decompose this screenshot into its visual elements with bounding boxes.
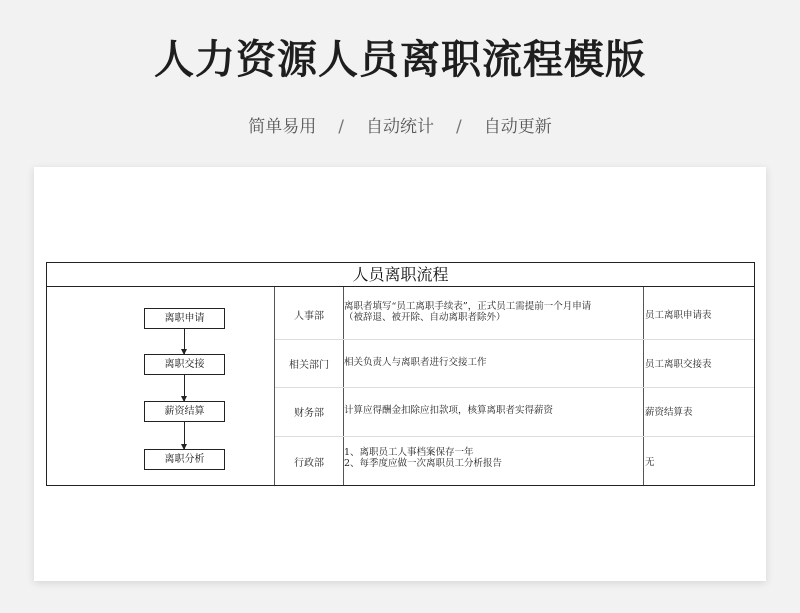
description-line: 离职者填写“员工离职手续表”，正式员工需提前一个月申请 xyxy=(344,301,592,312)
table-title: 人员离职流程 xyxy=(47,263,754,287)
page-title: 人力资源人员离职流程模版 xyxy=(154,37,646,83)
tag-separator: / xyxy=(456,117,462,137)
document-cell: 无 xyxy=(645,457,655,468)
description-cell xyxy=(344,405,642,416)
description-line: 1、离职员工人事档案保存一年 xyxy=(344,447,474,458)
feature-tags xyxy=(0,112,800,137)
department-cell: 行政部 xyxy=(294,458,324,469)
description-line: 2、每季度应做一次离职员工分析报告 xyxy=(344,458,503,469)
row-divider xyxy=(275,436,754,437)
row-divider xyxy=(275,387,754,388)
description-cell xyxy=(344,447,642,469)
document-cell: 员工离职交接表 xyxy=(645,359,712,370)
flow-step-analysis: 离职分析 xyxy=(144,449,225,470)
resignation-process-table xyxy=(46,262,755,486)
tag-auto-update: 自动更新 xyxy=(483,117,552,137)
description-line: 相关负责人与离职者进行交接工作 xyxy=(344,357,487,368)
tag-easy: 简单易用 xyxy=(248,117,317,137)
flow-step-handover: 离职交接 xyxy=(144,354,225,375)
flow-arrow xyxy=(184,329,185,354)
flow-step-apply: 离职申请 xyxy=(144,308,225,329)
department-cell: 相关部门 xyxy=(289,360,329,371)
tag-separator: / xyxy=(338,117,344,137)
document-cell: 员工离职申请表 xyxy=(645,310,712,321)
column-divider xyxy=(643,287,644,485)
description-cell xyxy=(344,301,642,323)
department-cell: 财务部 xyxy=(294,408,324,419)
flow-arrow xyxy=(184,375,185,401)
row-divider xyxy=(275,339,754,340)
document-sheet xyxy=(34,167,766,581)
tag-auto-stats: 自动统计 xyxy=(366,117,434,137)
description-cell xyxy=(344,357,642,368)
document-cell: 薪资结算表 xyxy=(645,407,693,418)
department-cell: 人事部 xyxy=(294,311,324,322)
description-line: （被辞退、被开除、自动离职者除外） xyxy=(344,312,506,323)
flow-arrow xyxy=(184,422,185,449)
flow-step-salary: 薪资结算 xyxy=(144,401,225,422)
description-line: 计算应得酬金扣除应扣款项，核算离职者实得薪资 xyxy=(344,405,554,416)
